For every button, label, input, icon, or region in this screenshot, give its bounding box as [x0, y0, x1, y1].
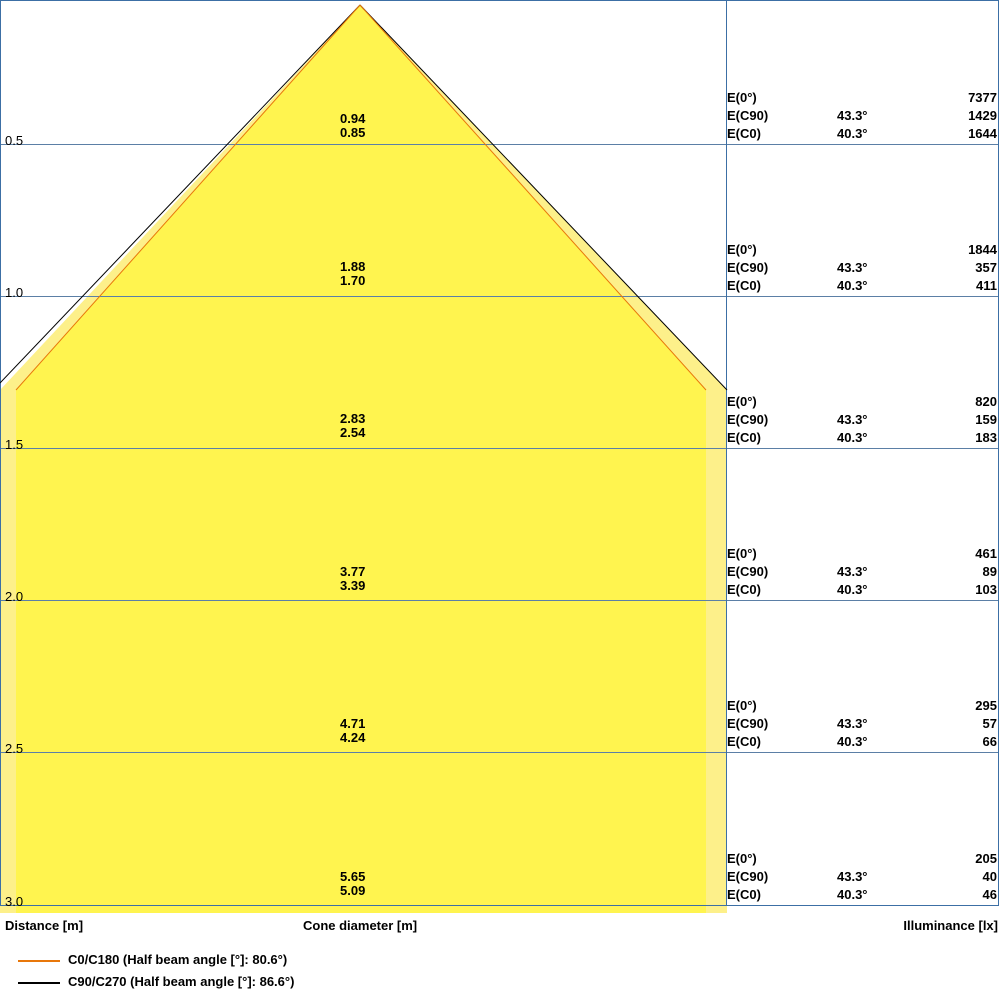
illuminance-row: [727, 886, 999, 904]
illuminance-row: [727, 733, 999, 751]
illuminance-label: E(C0): [727, 126, 761, 141]
illuminance-row: [727, 241, 999, 259]
illuminance-value: 159: [975, 412, 997, 427]
illuminance-angle: 40.3°: [837, 430, 868, 445]
illuminance-value: 7377: [968, 90, 997, 105]
illuminance-label: E(C0): [727, 887, 761, 902]
illuminance-row: [727, 393, 999, 411]
illuminance-angle: 43.3°: [837, 412, 868, 427]
legend-label-c0-c180: C0/C180 (Half beam angle [°]: 80.6°): [68, 952, 288, 967]
illuminance-label: E(C0): [727, 582, 761, 597]
illuminance-value: 40: [982, 869, 997, 884]
illuminance-value: 1644: [968, 126, 997, 141]
illuminance-label: E(C90): [727, 869, 769, 884]
illuminance-angle: 43.3°: [837, 716, 868, 731]
cone-diameter-pair-2: [340, 412, 365, 440]
legend-swatch-c90-c270-icon: [18, 982, 60, 984]
illuminance-value: 46: [982, 887, 997, 902]
illuminance-row: [727, 429, 999, 447]
illuminance-value: 183: [975, 430, 997, 445]
cone-diameter-pair-4: [340, 717, 365, 745]
illuminance-value: 461: [975, 546, 997, 561]
illuminance-label: E(0°): [727, 546, 757, 561]
illuminance-value: 103: [975, 582, 997, 597]
distance-label-1: 1.0: [5, 285, 24, 300]
illuminance-row: [727, 868, 999, 886]
illuminance-row: [727, 89, 999, 107]
illuminance-value: 66: [982, 734, 997, 749]
illuminance-label: E(C90): [727, 108, 769, 123]
illuminance-row: [727, 697, 999, 715]
illuminance-label: E(C0): [727, 734, 761, 749]
illuminance-value: 57: [982, 716, 997, 731]
axis-caption-distance: Distance [m]: [5, 918, 84, 933]
cone-diameter-c90-0: 0.94: [340, 111, 366, 126]
illuminance-label: E(0°): [727, 90, 757, 105]
illuminance-value: 820: [975, 394, 997, 409]
legend-item-c0-c180: [0, 950, 1000, 972]
illuminance-angle: 43.3°: [837, 869, 868, 884]
distance-label-0: 0.5: [5, 133, 24, 148]
illuminance-value: 357: [975, 260, 997, 275]
illuminance-row: [727, 411, 999, 429]
cone-diameter-pair-5: [340, 870, 365, 898]
illuminance-angle: 40.3°: [837, 278, 868, 293]
illuminance-angle: 40.3°: [837, 126, 868, 141]
distance-label-5: 3.0: [5, 894, 24, 909]
illuminance-block-1: [727, 241, 999, 295]
illuminance-row: [727, 277, 999, 295]
illuminance-label: E(C90): [727, 412, 769, 427]
cone-diameter-c0-3: 3.39: [340, 578, 366, 593]
axis-caption-illuminance: Illuminance [lx]: [903, 918, 998, 933]
illuminance-label: E(C0): [727, 278, 761, 293]
cone-diameter-c0-4: 4.24: [340, 730, 366, 745]
illuminance-label: E(C90): [727, 716, 769, 731]
illuminance-value: 295: [975, 698, 997, 713]
illuminance-angle: 43.3°: [837, 108, 868, 123]
illuminance-block-5: [727, 850, 999, 904]
distance-label-3: 2.0: [5, 589, 24, 604]
illuminance-row: [727, 107, 999, 125]
distance-label-4: 2.5: [5, 741, 24, 756]
illuminance-angle: 40.3°: [837, 734, 868, 749]
cone-diameter-c0-5: 5.09: [340, 883, 366, 898]
illuminance-label: E(0°): [727, 242, 757, 257]
legend: [0, 950, 1000, 994]
cone-diameter-c90-3: 3.77: [340, 564, 366, 579]
illuminance-row: [727, 715, 999, 733]
cone-diameter-c0-2: 2.54: [340, 425, 366, 440]
axis-caption-cone-diameter: Cone diameter [m]: [303, 918, 418, 933]
cone-diameter-pair-1: [340, 260, 365, 288]
illuminance-label: E(C90): [727, 564, 769, 579]
legend-swatch-c0-c180-icon: [18, 960, 60, 962]
cone-diameter-c90-1: 1.88: [340, 259, 366, 274]
illuminance-row: [727, 563, 999, 581]
cone-diameter-c0-0: 0.85: [340, 125, 366, 140]
cone-diameter-c90-4: 4.71: [340, 716, 366, 731]
illuminance-block-4: [727, 697, 999, 751]
illuminance-angle: 40.3°: [837, 582, 868, 597]
illuminance-row: [727, 125, 999, 143]
illuminance-row: [727, 545, 999, 563]
illuminance-label: E(0°): [727, 851, 757, 866]
illuminance-angle: 43.3°: [837, 260, 868, 275]
illuminance-value: 1844: [968, 242, 997, 257]
illuminance-block-0: [727, 89, 999, 143]
illuminance-row: [727, 850, 999, 868]
illuminance-angle: 43.3°: [837, 564, 868, 579]
illuminance-value: 89: [982, 564, 997, 579]
illuminance-angle: 40.3°: [837, 887, 868, 902]
cone-diameter-c90-2: 2.83: [340, 411, 366, 426]
illuminance-row: [727, 581, 999, 599]
illuminance-row: [727, 259, 999, 277]
cone-diameter-pair-3: [340, 565, 365, 593]
legend-label-c90-c270: C90/C270 (Half beam angle [°]: 86.6°): [68, 974, 295, 989]
illuminance-label: E(C90): [727, 260, 769, 275]
legend-item-c90-c270: [0, 972, 1000, 994]
illuminance-value: 205: [975, 851, 997, 866]
illuminance-value: 1429: [968, 108, 997, 123]
illuminance-block-2: [727, 393, 999, 447]
illuminance-value: 411: [976, 278, 997, 293]
illuminance-label: E(0°): [727, 698, 757, 713]
illuminance-label: E(0°): [727, 394, 757, 409]
cone-diameter-c90-5: 5.65: [340, 869, 366, 884]
illuminance-label: E(C0): [727, 430, 761, 445]
beam-cone-c0: [16, 5, 706, 913]
illuminance-block-3: [727, 545, 999, 599]
cone-diameter-c0-1: 1.70: [340, 273, 366, 288]
cone-diameter-pair-0: [340, 112, 365, 140]
distance-label-2: 1.5: [5, 437, 24, 452]
